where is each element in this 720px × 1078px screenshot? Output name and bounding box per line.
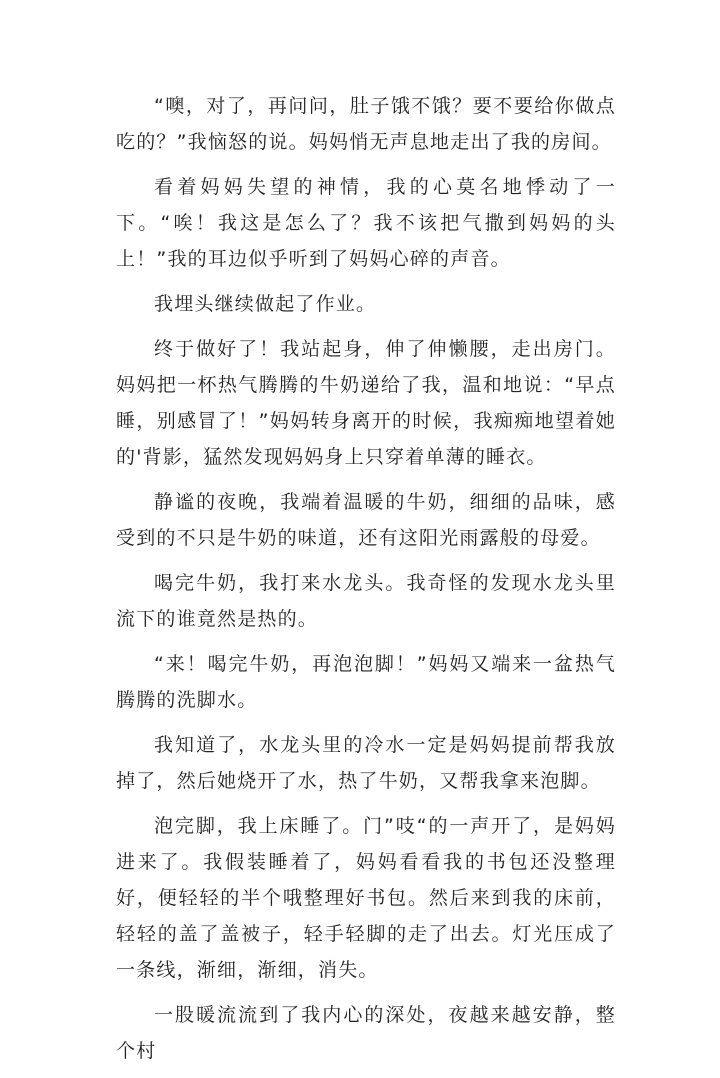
paragraph-7: “来！喝完牛奶，再泡泡脚！”妈妈又端来一盆热气腾腾的洗脚水。 [116,653,616,711]
paragraph-5: 静谧的夜晚，我端着温暖的牛奶，细细的品味，感受到的不只是牛奶的味道，还有这阳光雨露般的母爱。 [116,491,616,549]
paragraph-3: 我埋头继续做起了作业。 [154,293,377,315]
paragraph-8: 我知道了，水龙头里的冷水一定是妈妈提前帮我放掉了，然后她烧开了水，热了牛奶，又帮我拿来泡脚。 [116,734,616,792]
paragraph-1: “噢，对了，再问问，肚子饿不饿？要不要给你做点吃的？”我恼怒的说。妈妈悄无声息地走出了我的房间。 [116,95,616,153]
paragraph-10: 一股暖流流到了我内心的深处，夜越来越安静，整个村 [116,1004,616,1062]
document-body [116,88,616,1078]
paragraph-2: 看着妈妈失望的神情，我的心莫名地悸动了一下。“唉！我这是怎么了？我不该把气撒到妈妈的头上！”我的耳边似乎听到了妈妈心碎的声音。 [116,176,616,270]
paragraph-4: 终于做好了！我站起身，伸了伸懒腰，走出房门。妈妈把一杯热气腾腾的牛奶递给了我，温和地说：“早点睡，别感冒了！”妈妈转身离开的时候，我痴痴地望着她的'背影，猛然发现妈妈身上只穿着单薄的睡衣。 [116,338,616,468]
paragraph-6: 喝完牛奶，我打来水龙头。我奇怪的发现水龙头里流下的谁竟然是热的。 [116,572,616,630]
paragraph-9: 泡完脚，我上床睡了。门”吱“的一声开了，是妈妈进来了。我假装睡着了，妈妈看看我的书包还没整理好，便轻轻的半个哦整理好书包。然后来到我的床前，轻轻的盖了盖被子，轻手轻脚的走了出去。灯光压成了一条线，渐细，渐细，消失。 [116,815,616,981]
